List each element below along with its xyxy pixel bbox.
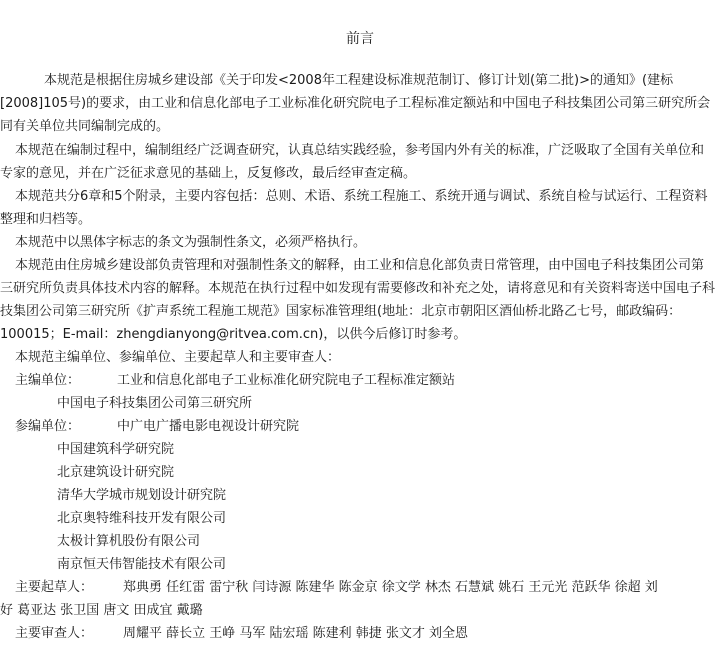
chief-editor-unit: 中国电子科技集团公司第三研究所 [57,396,253,411]
chief-editor-unit: 工业和信息化部电子工业标准化研究院电子工程标准定额站 [117,373,456,388]
participant-unit: 中广电广播电影电视设计研究院 [117,419,300,434]
drafters-names-continued: 好 葛亚达 张卫国 唐文 田成宜 戴璐 [0,603,203,618]
participant-unit: 南京恒天伟智能技术有限公司 [57,557,227,572]
page-title: 前言 [346,31,374,47]
participant-unit: 太极计算机股份有限公司 [57,534,201,549]
paragraph-basis: 本规范是根据住房城乡建设部《关于印发<2008年工程建设标准规范制订、修订计划(第二批)>的通知》(建标[2008]105号)的要求，由工业和信息化部电子工业标准化研究院电子工程标准定额站和中国电子科技集团公司第三研究所会同有关单位共同编制完成的。 [0,73,711,134]
reviewers-names: 周耀平 薛长立 王峥 马军 陆宏瑶 陈建利 韩捷 张文才 刘全恩 [123,626,469,641]
participant-unit: 清华大学城市规划设计研究院 [57,488,227,503]
drafters-label: 主要起草人： [15,580,94,595]
paragraph-management: 本规范由住房城乡建设部负责管理和对强制性条文的解释，由工业和信息化部负责日常管理，由中国电子科技集团公司第三研究所负责具体技术内容的解释。本规范在执行过程中如发现有需要修改和补充之处，请将意见和有关资料寄送中国电子科技集团公司第三研究所《扩声系统工程施工规范》国家标准管理组(地址：北京市朝阳区酒仙桥北路乙七号，邮政编码：100015；E-mail：zhengdianyong@ritvea.com.cn)，以供今后修订时参考。 [0,258,716,342]
participants-label: 参编单位： [15,419,81,434]
participant-unit: 北京奥特维科技开发有限公司 [57,511,227,526]
paragraph-process: 本规范在编制过程中，编制组经广泛调查研究，认真总结实践经验，参考国内外有关的标准，广泛吸取了全国有关单位和专家的意见，并在广泛征求意见的基础上，反复修改，最后经审查定稿。 [0,143,705,181]
paragraph-contents: 本规范共分6章和5个附录，主要内容包括：总则、术语、系统工程施工、系统开通与调试、系统自检与试运行、工程资料整理和归档等。 [0,189,708,227]
paragraph-units-intro: 本规范主编单位、参编单位、主要起草人和主要审查人： [15,350,341,365]
participant-unit: 中国建筑科学研究院 [57,442,175,457]
paragraph-mandatory: 本规范中以黑体字标志的条文为强制性条文，必须严格执行。 [15,235,367,250]
chief-editors-label: 主编单位： [15,373,81,388]
participant-unit: 北京建筑设计研究院 [57,465,175,480]
drafters-names: 郑典勇 任红雷 雷宁秋 闫诗源 陈建华 陈金京 徐文学 林杰 石慧斌 姚石 王元光 范跃华 徐超 刘 [123,580,658,595]
reviewers-label: 主要审查人： [15,626,94,641]
